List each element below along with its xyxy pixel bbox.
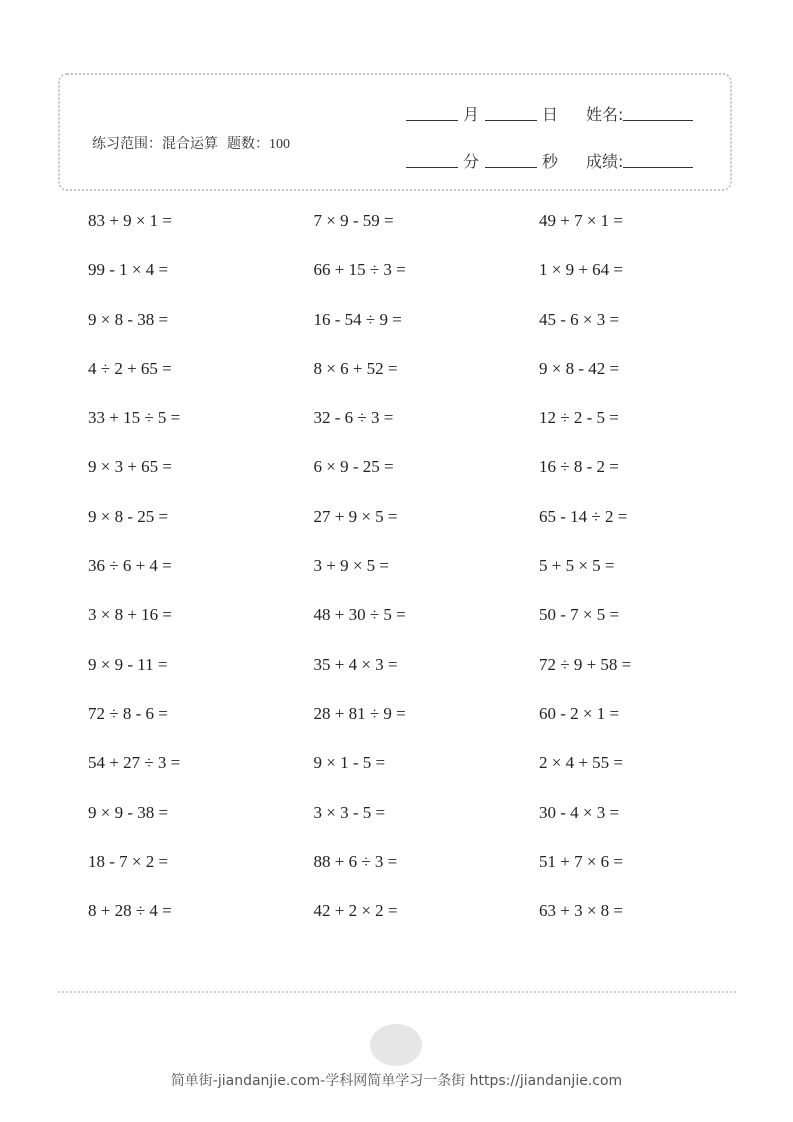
math-problem: 48 + 30 ÷ 5 = [313,605,406,625]
name-blank[interactable] [623,120,693,121]
problem-row [88,798,768,847]
problem-row [88,452,768,501]
problem-row [88,699,768,748]
page-number-badge [370,1024,422,1066]
math-problem: 9 × 9 - 11 = [88,654,168,674]
problem-row [88,354,768,403]
math-problem: 49 + 7 × 1 = [539,211,624,230]
score-blank[interactable] [623,167,693,168]
math-problem: 54 + 27 ÷ 3 = [88,753,181,773]
math-problem: 27 + 9 × 5 = [313,506,398,526]
math-problem: 16 ÷ 8 - 2 = [539,457,619,477]
math-problem: 16 - 54 ÷ 9 = [313,309,402,329]
math-problem: 30 - 4 × 3 = [539,802,620,822]
problem-row [88,650,768,699]
math-problem: 35 + 4 × 3 = [313,654,398,674]
problem-row [88,551,768,600]
math-problem: 6 × 9 - 25 = [313,457,394,477]
math-problem: 8 × 6 + 52 = [313,358,398,378]
math-problem: 63 + 3 × 8 = [539,901,624,921]
footer-watermark: 简单街-jiandanjie.com-学科网简单学习一条街 https://jiandanjie.com [170,1073,623,1089]
math-problem: 99 - 1 × 4 = [88,260,169,280]
problem-row [88,403,768,452]
math-problem: 50 - 7 × 5 = [539,605,620,625]
month-label: 月 [463,105,480,124]
math-problem: 42 + 2 × 2 = [313,901,398,921]
math-problem: 9 × 8 - 38 = [88,309,169,329]
score-label: 成绩: [586,152,624,171]
math-problem: 5 + 5 × 5 = [539,556,615,576]
math-problem: 83 + 9 × 1 = [88,211,173,230]
math-problem: 2 × 4 + 55 = [539,753,624,773]
math-problem: 33 + 15 ÷ 5 = [88,408,181,428]
math-problem: 9 × 9 - 38 = [88,802,169,822]
problem-row [88,255,768,304]
minutes-label: 分 [463,152,480,171]
minutes-blank[interactable] [406,167,458,168]
math-problem: 18 - 7 × 2 = [88,851,169,871]
month-blank[interactable] [406,120,458,121]
math-problem: 32 - 6 ÷ 3 = [313,408,394,428]
math-problem: 66 + 15 ÷ 3 = [313,260,406,280]
scope-label: 练习范围：混合运算 [92,137,218,152]
math-problem: 88 + 6 ÷ 3 = [313,851,398,871]
seconds-label: 秒 [542,152,559,171]
math-problem: 3 × 3 - 5 = [313,802,386,822]
math-problem: 28 + 81 ÷ 9 = [313,703,406,723]
math-problem: 12 ÷ 2 - 5 = [539,408,619,428]
day-blank[interactable] [485,120,537,121]
math-problem: 65 - 14 ÷ 2 = [539,506,628,526]
problem-count: 题数：100 [227,137,290,152]
math-problem: 3 × 8 + 16 = [88,605,173,625]
worksheet-header [58,73,732,191]
math-problem: 60 - 2 × 1 = [539,703,620,723]
math-problem: 51 + 7 × 6 = [539,851,624,871]
date-name-row [406,102,693,125]
math-problem: 9 × 1 - 5 = [313,753,386,773]
seconds-blank[interactable] [485,167,537,168]
problem-grid [88,206,768,945]
math-problem: 8 + 28 ÷ 4 = [88,901,172,921]
math-problem: 45 - 6 × 3 = [539,309,620,329]
math-problem: 3 + 9 × 5 = [313,556,390,576]
math-problem: 72 ÷ 9 + 58 = [539,654,632,674]
problem-row [88,206,768,255]
problem-row [88,502,768,551]
math-problem: 9 × 3 + 65 = [88,457,173,477]
problem-row [88,896,768,945]
day-label: 日 [542,105,559,124]
problem-row [88,600,768,649]
math-problem: 9 × 8 - 25 = [88,506,169,526]
problem-row [88,305,768,354]
name-label: 姓名: [586,105,624,124]
footer-divider [58,991,736,993]
math-problem: 36 ÷ 6 + 4 = [88,556,172,576]
math-problem: 4 ÷ 2 + 65 = [88,358,172,378]
problem-row [88,748,768,797]
math-problem: 9 × 8 - 42 = [539,358,620,378]
time-score-row [406,149,693,172]
problem-row [88,847,768,896]
practice-scope [92,133,290,153]
math-problem: 1 × 9 + 64 = [539,260,624,280]
math-problem: 7 × 9 - 59 = [313,211,394,230]
math-problem: 72 ÷ 8 - 6 = [88,703,168,723]
